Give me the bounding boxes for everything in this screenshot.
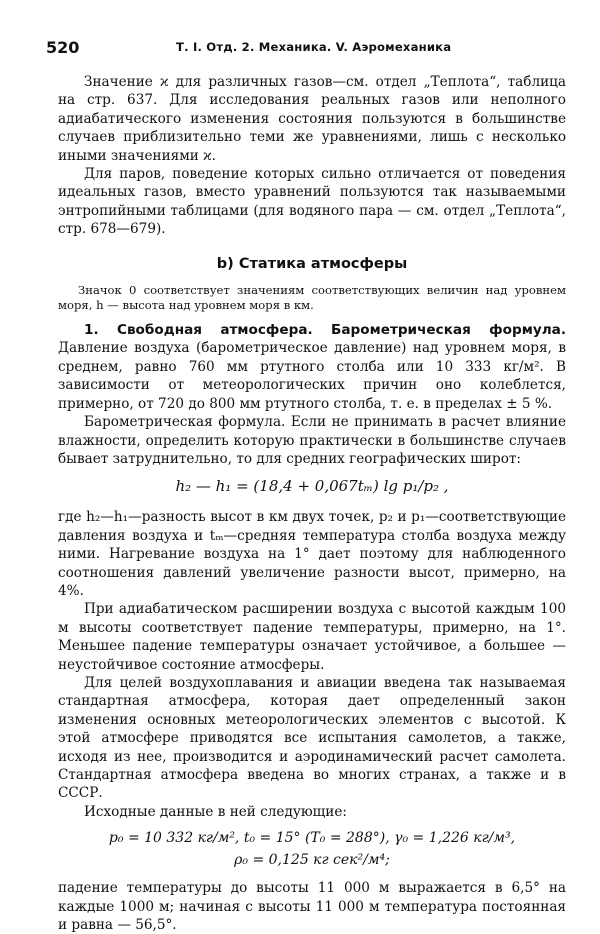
paragraph-free-atmosphere — [58, 321, 566, 413]
paragraph-vapors: Для паров, поведение которых сильно отличается от поведения идеальных газов, вместо уравнений пользуются так называемыми энтропийными таблицами (для водяного пара — см. отдел „Теплота“, стр. 678—679). — [58, 166, 566, 238]
paragraph-standard-atmosphere: Для целей воздухоплавания и авиации введена так называемая стандартная атмосфера, которая дает определенный закон изменения основных метеорологических элементов с высотой. К этой атмосфере приводятся все испытания самолетов, а также, исходя из нее, производится и аэродинамический расчет самолета. Стандартная атмосфера введена во многих странах, а также и в СССР. — [58, 674, 566, 802]
paragraph-pressure-text: Давление воздуха (барометрическое давление) над уровнем моря, в среднем, равно 760 мм ртутного столба или 10 333 кг/м². В зависимости от метеорологических причин оно колеблется, примерно, от 720 до 800 мм ртутного столба, т. е. в пределах ± 5 %. — [58, 340, 566, 412]
paragraph-adiabatic: При адиабатическом расширении воздуха с высотой каждым 100 м высоты соответствует падение температуры, примерно, на 1°. Меньшее падение температуры означает устойчивое, а большее — неустойчивое состояние атмосферы. — [58, 601, 566, 673]
running-title: Т. I. Отд. 2. Механика. V. Аэромеханика — [176, 40, 452, 54]
formula-line-2: ρ₀ = 0,125 кг сек²/м⁴; — [234, 852, 390, 869]
text-body — [58, 73, 566, 934]
standard-atmosphere-formula — [58, 827, 566, 871]
page-header — [46, 38, 560, 58]
subsection-title: 1. Свободная атмосфера. Барометрическая формула. — [84, 322, 566, 339]
paragraph-temperature-drop: падение температуры до высоты 11 000 м выражается в 6,5° на каждые 1000 м; начиная с высоты 11 000 м температура постоянная и равна — 56,5°. — [58, 880, 566, 934]
paragraph-barometric-formula: Барометрическая формула. Если не принимать в расчет влияние влажности, определить которую практически в большинстве случаев бывает затруднительно, то для средних географических широт: — [58, 414, 566, 467]
formula-line-1: p₀ = 10 332 кг/м², t₀ = 15° (T₀ = 288°), γ₀ = 1,226 кг/м³, — [108, 830, 516, 847]
page-number: 520 — [46, 38, 80, 57]
notation-note: Значок 0 соответствует значениям соответствующих величин над уровнем моря, h — высота над уровнем моря в км. — [58, 283, 566, 313]
paragraph-initial-data: Исходные данные в ней следующие: — [84, 803, 347, 820]
paragraph-formula-explanation: где h₂—h₁—разность высот в км двух точек, p₂ и p₁—соответствующие давления воздуха и tₘ—средняя температура столба воздуха между ними. Нагревание воздуха на 1° дает поэтому для наблюденного соотношения давлений увеличение разности высот, примерно, на 4%. — [58, 509, 566, 599]
section-title: b) Статика атмосферы — [216, 255, 408, 272]
barometric-formula: h₂ — h₁ = (18,4 + 0,067tₘ) lg p₁/p₂ , — [175, 477, 449, 496]
paragraph-gas-values: Значение ϰ для различных газов—см. отдел „Теплота“, таблица на стр. 637. Для исследования реальных газов или неполного адиабатического изменения состояния пользуются в большинстве случаев приблизительно теми же уравнениями, лишь с несколько иными значениями ϰ. — [58, 74, 566, 164]
